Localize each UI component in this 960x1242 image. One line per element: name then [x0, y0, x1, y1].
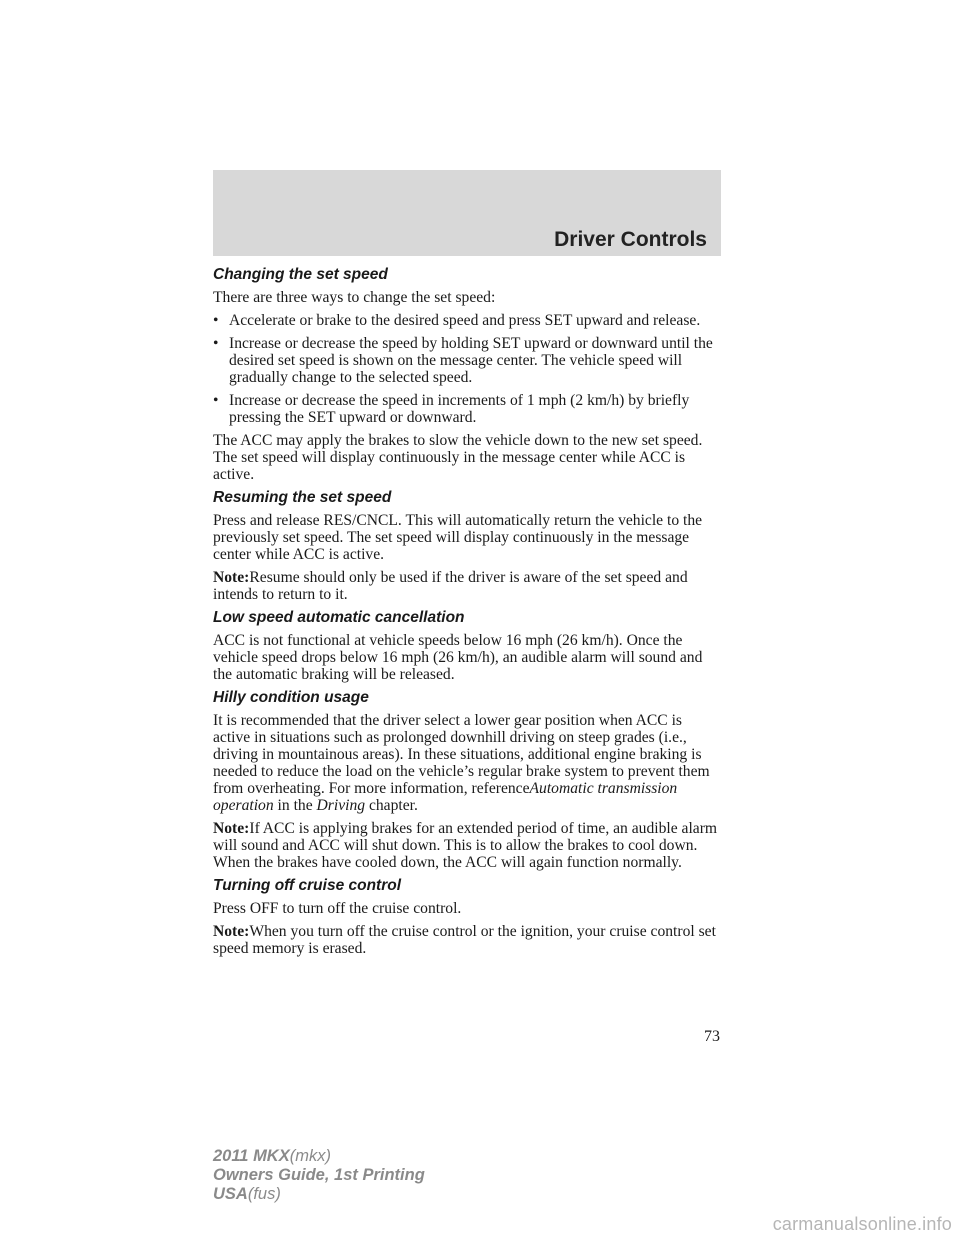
- bullet-icon: •: [213, 392, 219, 409]
- reference-driving-chapter: Driving: [316, 797, 366, 814]
- footer-market-code: (fus): [247, 1185, 281, 1203]
- list-item-text: Increase or decrease the speed by holding SET upward or downward until the desired set speed is shown on the message center. The vehicle speed will gradually change to the selected speed.: [229, 335, 713, 386]
- heading-low-speed-cancellation: Low speed automatic cancellation: [213, 609, 465, 626]
- hilly-text-mid: in the: [273, 797, 317, 814]
- list-item: [213, 335, 723, 386]
- paragraph-turning-off: Press OFF to turn off the cruise control.: [213, 900, 462, 917]
- note-label: Note:: [213, 923, 250, 940]
- heading-resuming-set-speed: Resuming the set speed: [213, 489, 392, 506]
- note-turning-off: [213, 923, 723, 957]
- paragraph-hilly: [213, 712, 723, 814]
- footer-line-market: [213, 1185, 425, 1204]
- note-hilly: [213, 820, 723, 871]
- page-content: [213, 266, 723, 963]
- paragraph-low-speed: ACC is not functional at vehicle speeds below 16 mph (26 km/h). Once the vehicle speed drops below 16 mph (26 km/h), an audible alarm will sound and the automatic braking will be released.: [213, 632, 703, 683]
- list-item: [213, 312, 723, 329]
- hilly-text: It is recommended that the driver select a lower gear position when ACC is active in situations such as prolonged downhill driving on steep grades (i.e., driving in mountainous areas). In these situations, additional engine braking is needed to reduce the load on the vehicle’s regular brake system to prevent them from overheating. For more information, reference: [213, 712, 710, 797]
- list-item-text: Accelerate or brake to the desired speed and press SET upward and release.: [229, 312, 701, 329]
- note-label: Note:: [213, 820, 250, 837]
- note-text: When you turn off the cruise control or the ignition, your cruise control set speed memory is erased.: [213, 923, 716, 957]
- footer-line-model: [213, 1147, 425, 1166]
- paragraph-changing-intro: There are three ways to change the set speed:: [213, 289, 496, 306]
- print-footer: [213, 1147, 425, 1204]
- bullet-icon: •: [213, 312, 219, 329]
- footer-market: USA: [213, 1185, 248, 1203]
- footer-printing: Owners Guide, 1st Printing: [213, 1166, 425, 1184]
- list-item: [213, 392, 723, 426]
- footer-model: 2011 MKX: [213, 1147, 290, 1165]
- reference-automatic-transmission: Automatic transmission operation: [213, 780, 678, 814]
- heading-turning-off-cruise: Turning off cruise control: [213, 877, 402, 894]
- note-text: Resume should only be used if the driver is aware of the set speed and intends to return to it.: [213, 569, 688, 603]
- page-number: 73: [704, 1028, 720, 1045]
- note-label: Note:: [213, 569, 250, 586]
- watermark: carmanualsonline.info: [772, 1214, 952, 1234]
- list-item-text: Increase or decrease the speed in increments of 1 mph (2 km/h) by briefly pressing the SET upward or downward.: [229, 392, 690, 426]
- heading-changing-set-speed: Changing the set speed: [213, 266, 388, 283]
- section-header-band: [213, 170, 721, 256]
- bullet-icon: •: [213, 335, 219, 352]
- section-title: Driver Controls: [554, 228, 707, 251]
- bullet-list: [213, 312, 723, 426]
- footer-model-code: (mkx): [289, 1147, 331, 1165]
- paragraph-resuming: Press and release RES/CNCL. This will automatically return the vehicle to the previously set speed. The set speed will display continuously in the message center while ACC is active.: [213, 512, 703, 563]
- hilly-text-tail: chapter.: [365, 797, 418, 814]
- heading-hilly-condition: Hilly condition usage: [213, 689, 369, 706]
- paragraph-changing-after: The ACC may apply the brakes to slow the vehicle down to the new set speed. The set speed will display continuously in the message center while ACC is active.: [213, 432, 703, 483]
- note-resuming: [213, 569, 723, 603]
- note-text: If ACC is applying brakes for an extended period of time, an audible alarm will sound and ACC will shut down. This is to allow the brakes to cool down. When the brakes have cooled down, the ACC will again function normally.: [213, 820, 718, 871]
